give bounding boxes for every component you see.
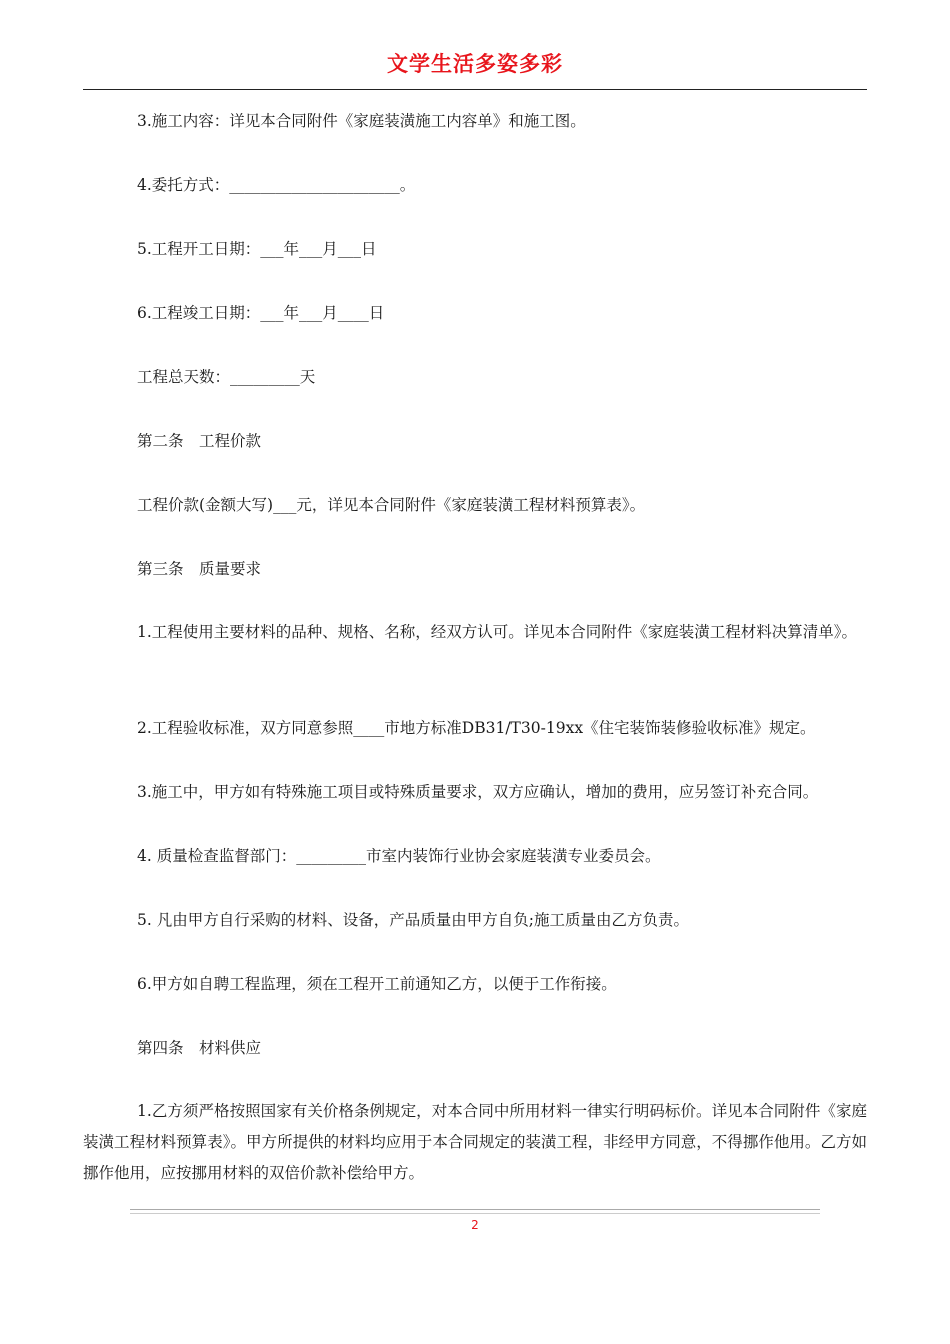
- section-heading-material-supply: 第四条 材料供应: [137, 1039, 262, 1057]
- paragraph-special-requirements: 3.施工中，甲方如有特殊施工项目或特殊质量要求，双方应确认，增加的费用，应另签订补充合同。: [137, 783, 819, 801]
- paragraph-start-date: 5.工程开工日期：___年___月___日: [137, 240, 377, 258]
- paragraph-completion-date: 6.工程竣工日期：___年___月____日: [137, 304, 385, 322]
- paragraph-total-days: 工程总天数：_________天: [137, 368, 316, 386]
- header-divider: [83, 89, 867, 90]
- page-number: 2: [471, 1218, 479, 1232]
- paragraph-purchased-materials: 5. 凡由甲方自行采购的材料、设备，产品质量由甲方自负;施工质量由乙方负责。: [137, 911, 689, 929]
- section-heading-price: 第二条 工程价款: [137, 432, 262, 450]
- paragraph-acceptance-standard: 2.工程验收标准，双方同意参照____市地方标准DB31/T30-19xx《住宅装饰装修验收标准》规定。: [137, 719, 816, 737]
- paragraph-quality-materials: 1.工程使用主要材料的品种、规格、名称，经双方认可。详见本合同附件《家庭装潢工程材料决算清单》。: [137, 623, 858, 641]
- paragraph-supervision-department: 4. 质量检查监督部门：_________市室内装饰行业协会家庭装潢专业委员会。: [137, 847, 661, 865]
- page-header-title: 文学生活多姿多彩: [387, 52, 563, 76]
- section-heading-quality: 第三条 质量要求: [137, 560, 262, 578]
- paragraph-project-price: 工程价款(金额大写)___元，详见本合同附件《家庭装潢工程材料预算表》。: [137, 496, 646, 514]
- footer-divider: [130, 1209, 820, 1214]
- paragraph-commission-method: 4.委托方式：______________________。: [137, 176, 416, 194]
- paragraph-supervisor-notice: 6.甲方如自聘工程监理，须在工程开工前通知乙方，以便于工作衔接。: [137, 975, 617, 993]
- paragraph-material-pricing: 1.乙方须严格按照国家有关价格条例规定，对本合同中所用材料一律实行明码标价。详见本合同附件《家庭装潢工程材料预算表》。甲方所提供的材料均应用于本合同规定的装潢工程，非经甲方同意，不得挪作他用。乙方如挪作他用，应按挪用材料的双倍价款补偿给甲方。: [83, 1102, 867, 1182]
- paragraph-construction-content: 3.施工内容：详见本合同附件《家庭装潢施工内容单》和施工图。: [137, 112, 586, 130]
